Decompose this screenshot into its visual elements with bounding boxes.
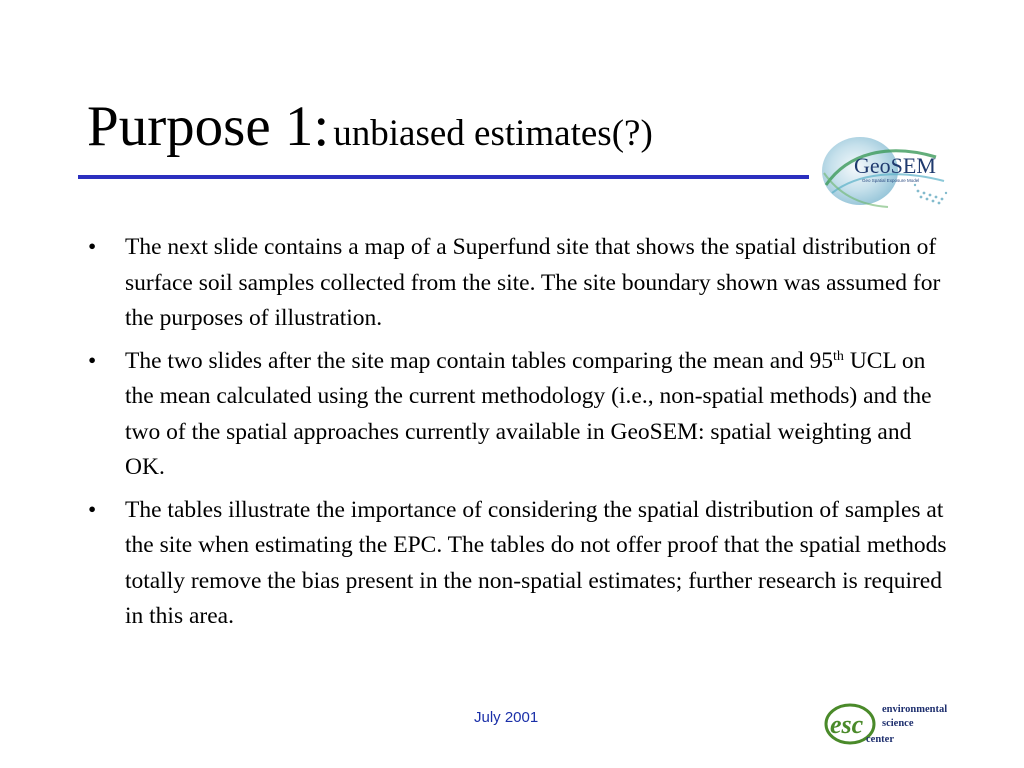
esc-line-science: science	[882, 718, 914, 729]
esc-logo	[824, 700, 954, 748]
slide-title	[87, 95, 653, 158]
bullet-list	[88, 230, 948, 642]
title-main: Purpose 1:	[87, 95, 330, 158]
bullet-text-part: UCL on the mean calculated using the current methodology (i.e., non-spatial methods) and the two of the spatial approaches currently available in GeoSEM: spatial weighting and OK.	[125, 347, 932, 480]
superscript: th	[833, 348, 844, 364]
esc-line-center: center	[866, 734, 894, 745]
bullet-item	[88, 344, 948, 486]
bullet-marker: •	[88, 347, 97, 374]
esc-mark: esc	[830, 710, 864, 739]
bullet-text: The tables illustrate the importance of considering the spatial distribution of samples at the site when estimating the EPC. The tables do not offer proof that the spatial methods totally remove the bias present in the non-spatial estimates; further research is required in this area.	[125, 496, 947, 629]
bullet-text: The next slide contains a map of a Superfund site that shows the spatial distribution of surface soil samples collected from the site. The site boundary shown was assumed for the purposes of illustration.	[125, 234, 941, 331]
title-underline	[78, 175, 809, 179]
bullet-item	[88, 230, 948, 337]
bullet-marker: •	[88, 496, 97, 523]
title-subtitle: unbiased estimates(?)	[333, 113, 653, 154]
bullet-text-part: The two slides after the site map contain tables comparing the mean and 95	[125, 347, 834, 374]
geosem-tagline: Geo Spatial Exposure Model	[862, 178, 920, 183]
bullet-item	[88, 493, 948, 635]
footer-date: July 2001	[474, 709, 539, 726]
geosem-logo	[818, 133, 953, 213]
dot-pattern	[914, 184, 947, 205]
geosem-wordmark: GeoSEM	[854, 153, 936, 178]
bullet-marker: •	[88, 234, 97, 260]
esc-line-environmental: environmental	[882, 704, 948, 715]
